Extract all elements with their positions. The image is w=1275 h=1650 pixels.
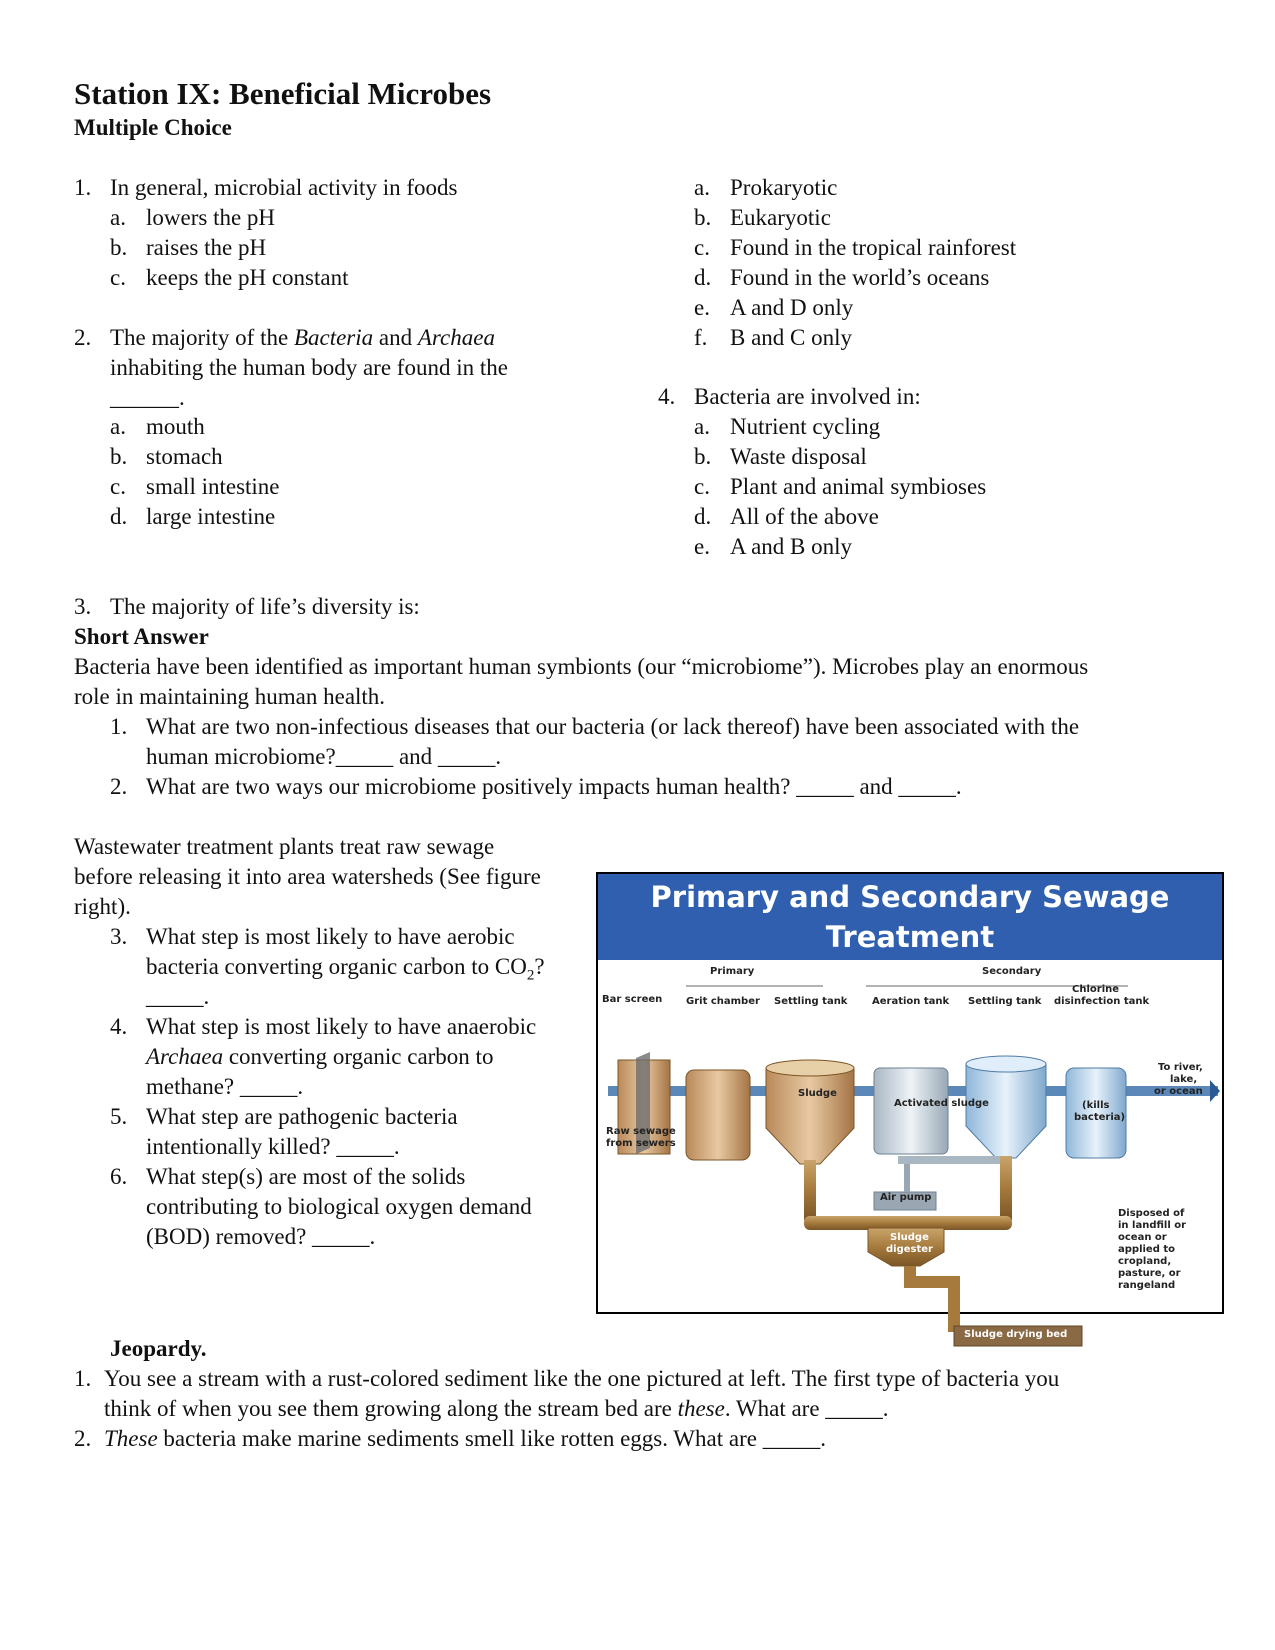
label-settling-tank-2: Settling tank bbox=[968, 996, 1042, 1007]
wastewater-intro-line3: right). bbox=[74, 894, 131, 919]
label-activated-sludge: Activated sludge bbox=[894, 1098, 989, 1109]
label-river-3: or ocean bbox=[1154, 1086, 1203, 1097]
jeopardy-heading: Jeopardy. bbox=[110, 1336, 207, 1361]
question-text: What are two ways our microbiome positively impacts human health? _____ and _____. bbox=[146, 774, 962, 799]
term-these: These bbox=[104, 1426, 158, 1451]
question-number: 2. bbox=[110, 774, 128, 799]
question-text bbox=[104, 1424, 826, 1454]
text-segment: bacteria converting organic carbon to CO bbox=[146, 954, 527, 979]
question-text bbox=[110, 323, 495, 353]
term-bacteria: Bacteria bbox=[293, 325, 374, 350]
question-text-line2: contributing to biological oxygen demand bbox=[146, 1194, 532, 1219]
label-raw-sewage-2: from sewers bbox=[606, 1138, 676, 1149]
option-text: Waste disposal bbox=[730, 444, 867, 469]
option-letter: d. bbox=[110, 504, 128, 529]
label-kills-2: bacteria) bbox=[1074, 1112, 1126, 1123]
option-letter: a. bbox=[110, 414, 126, 439]
option-text: Eukaryotic bbox=[730, 205, 831, 230]
activated-sludge-pipe bbox=[898, 1156, 1008, 1164]
label-disposed-4: applied to bbox=[1118, 1244, 1175, 1255]
question-text-line3: methane? _____. bbox=[146, 1074, 304, 1099]
option-letter: c. bbox=[694, 474, 710, 499]
option-text: large intestine bbox=[146, 504, 276, 529]
short-answer-heading: Short Answer bbox=[74, 624, 209, 649]
figure-title-line2: Treatment bbox=[825, 920, 995, 954]
label-settling-tank-1: Settling tank bbox=[774, 996, 848, 1007]
option-letter: d. bbox=[694, 265, 712, 290]
answer-blank: ______. bbox=[110, 385, 185, 410]
sludge-pipe-2 bbox=[1000, 1156, 1012, 1220]
question-text: What step is most likely to have anaerobic bbox=[146, 1014, 537, 1039]
question-text: You see a stream with a rust-colored sediment like the one pictured at left. The first type of bacteria you bbox=[104, 1366, 1060, 1391]
label-river-1: To river, bbox=[1158, 1062, 1203, 1073]
label-kills-1: (kills bbox=[1082, 1100, 1110, 1111]
label-chlorine: Chlorine bbox=[1072, 984, 1120, 995]
option-letter: c. bbox=[110, 265, 126, 290]
label-disposed-6: pasture, or bbox=[1118, 1268, 1181, 1279]
question-number: 2. bbox=[74, 1426, 92, 1451]
digester-outlet-pipe bbox=[910, 1266, 954, 1332]
secondary-settling-tank bbox=[966, 1064, 1046, 1158]
label-raw-sewage-1: Raw sewage bbox=[606, 1126, 676, 1137]
label-primary: Primary bbox=[710, 966, 755, 977]
text-segment: bacteria make marine sediments smell like rotten eggs. What are _____. bbox=[157, 1426, 826, 1451]
option-text: Plant and animal symbioses bbox=[730, 474, 987, 499]
term-archaea: Archaea bbox=[417, 325, 495, 350]
air-line bbox=[904, 1164, 910, 1192]
question-number: 3. bbox=[74, 594, 92, 619]
question-text-line2 bbox=[146, 1042, 493, 1072]
option-letter: a. bbox=[694, 414, 710, 439]
option-letter: c. bbox=[694, 235, 710, 260]
option-text: Prokaryotic bbox=[730, 175, 838, 200]
text-segment: and bbox=[373, 325, 418, 350]
wastewater-intro-line2: before releasing it into area watersheds (See figure bbox=[74, 864, 541, 889]
option-text: Found in the world’s oceans bbox=[730, 265, 990, 290]
text-segment: converting organic carbon to bbox=[223, 1044, 494, 1069]
text-segment: The majority of the bbox=[110, 325, 294, 350]
question-text: What step is most likely to have aerobic bbox=[146, 924, 515, 949]
question-number: 2. bbox=[74, 325, 92, 350]
option-letter: d. bbox=[694, 504, 712, 529]
label-sludge-digester-2: digester bbox=[886, 1244, 933, 1255]
aeration-tank bbox=[874, 1068, 948, 1154]
figure-title-line1: Primary and Secondary Sewage bbox=[650, 880, 1170, 914]
label-disposed-5: cropland, bbox=[1118, 1256, 1172, 1267]
question-text-line2: human microbiome?_____ and _____. bbox=[146, 744, 502, 769]
option-text: small intestine bbox=[146, 474, 280, 499]
option-text: mouth bbox=[146, 414, 205, 439]
label-disposed-3: ocean or bbox=[1118, 1232, 1167, 1243]
option-text: Found in the tropical rainforest bbox=[730, 235, 1017, 260]
label-aeration-tank: Aeration tank bbox=[872, 996, 950, 1007]
question-number: 1. bbox=[74, 1366, 92, 1391]
option-text: lowers the pH bbox=[146, 205, 276, 230]
question-text: The majority of life’s diversity is: bbox=[110, 594, 420, 619]
label-disposed-7: rangeland bbox=[1118, 1280, 1176, 1291]
mc-heading: Multiple Choice bbox=[74, 115, 232, 140]
question-number: 4. bbox=[658, 384, 676, 409]
label-bar-screen: Bar screen bbox=[602, 994, 663, 1005]
option-letter: c. bbox=[110, 474, 126, 499]
text-segment: . What are _____. bbox=[724, 1396, 889, 1421]
option-text: A and B only bbox=[730, 534, 853, 559]
label-river-2: lake, bbox=[1170, 1074, 1198, 1085]
term-these: these bbox=[677, 1396, 725, 1421]
answer-blank: _____. bbox=[146, 984, 210, 1009]
short-answer-intro-line2: role in maintaining human health. bbox=[74, 684, 386, 709]
option-letter: a. bbox=[110, 205, 126, 230]
option-letter: a. bbox=[694, 175, 710, 200]
question-text-line2: inhabiting the human body are found in the bbox=[110, 355, 508, 380]
text-segment: ? bbox=[534, 954, 545, 979]
label-disposed-1: Disposed of bbox=[1118, 1208, 1185, 1219]
option-text: B and C only bbox=[730, 325, 853, 350]
grit-chamber bbox=[686, 1070, 750, 1160]
option-letter: e. bbox=[694, 295, 710, 320]
question-text: What step(s) are most of the solids bbox=[146, 1164, 466, 1189]
question-number: 6. bbox=[110, 1164, 128, 1189]
wastewater-intro-line1: Wastewater treatment plants treat raw sewage bbox=[74, 834, 495, 859]
option-text: stomach bbox=[146, 444, 223, 469]
label-air-pump: Air pump bbox=[880, 1192, 932, 1203]
question-text: What step are pathogenic bacteria bbox=[146, 1104, 458, 1129]
question-text-line2 bbox=[146, 952, 545, 982]
option-letter: b. bbox=[694, 205, 712, 230]
settling-tank-top bbox=[766, 1060, 854, 1076]
option-text: Nutrient cycling bbox=[730, 414, 881, 439]
short-answer-intro-line1: Bacteria have been identified as important human symbionts (our “microbiome”). Microbes play an enormous bbox=[74, 654, 1089, 679]
question-text-line3: (BOD) removed? _____. bbox=[146, 1224, 376, 1249]
sewage-treatment-figure bbox=[596, 872, 1224, 1340]
question-text-line2: intentionally killed? _____. bbox=[146, 1134, 400, 1159]
text-segment: think of when you see them growing along the stream bed are bbox=[104, 1396, 678, 1421]
question-number: 1. bbox=[110, 714, 128, 739]
label-sludge: Sludge bbox=[798, 1088, 837, 1099]
page-title: Station IX: Beneficial Microbes bbox=[74, 76, 492, 111]
question-number: 1. bbox=[74, 175, 92, 200]
option-text: raises the pH bbox=[146, 235, 267, 260]
option-text: keeps the pH constant bbox=[146, 265, 349, 290]
option-letter: b. bbox=[694, 444, 712, 469]
label-disinfection-tank: disinfection tank bbox=[1054, 996, 1150, 1007]
question-text: What are two non-infectious diseases that our bacteria (or lack thereof) have been associated with the bbox=[146, 714, 1080, 739]
subscript-2: 2 bbox=[526, 967, 535, 984]
term-archaea: Archaea bbox=[146, 1044, 224, 1069]
option-text: All of the above bbox=[730, 504, 879, 529]
label-secondary: Secondary bbox=[982, 966, 1042, 977]
question-number: 3. bbox=[110, 924, 128, 949]
question-number: 4. bbox=[110, 1014, 128, 1039]
label-grit-chamber: Grit chamber bbox=[686, 996, 760, 1007]
option-letter: f. bbox=[694, 325, 708, 350]
question-text-line2 bbox=[104, 1394, 889, 1424]
question-text: In general, microbial activity in foods bbox=[110, 175, 458, 200]
option-letter: b. bbox=[110, 235, 128, 260]
option-letter: b. bbox=[110, 444, 128, 469]
label-sludge-digester-1: Sludge bbox=[890, 1232, 929, 1243]
question-text: Bacteria are involved in: bbox=[694, 384, 921, 409]
label-disposed-2: in landfill or bbox=[1118, 1220, 1187, 1231]
primary-settling-tank bbox=[766, 1068, 854, 1164]
question-number: 5. bbox=[110, 1104, 128, 1129]
settling-tank-2-top bbox=[966, 1056, 1046, 1072]
option-letter: e. bbox=[694, 534, 710, 559]
label-sludge-drying-bed: Sludge drying bed bbox=[964, 1329, 1068, 1340]
sludge-pipe-1 bbox=[804, 1160, 816, 1220]
flow-arrow bbox=[1210, 1080, 1220, 1102]
option-text: A and D only bbox=[730, 295, 854, 320]
